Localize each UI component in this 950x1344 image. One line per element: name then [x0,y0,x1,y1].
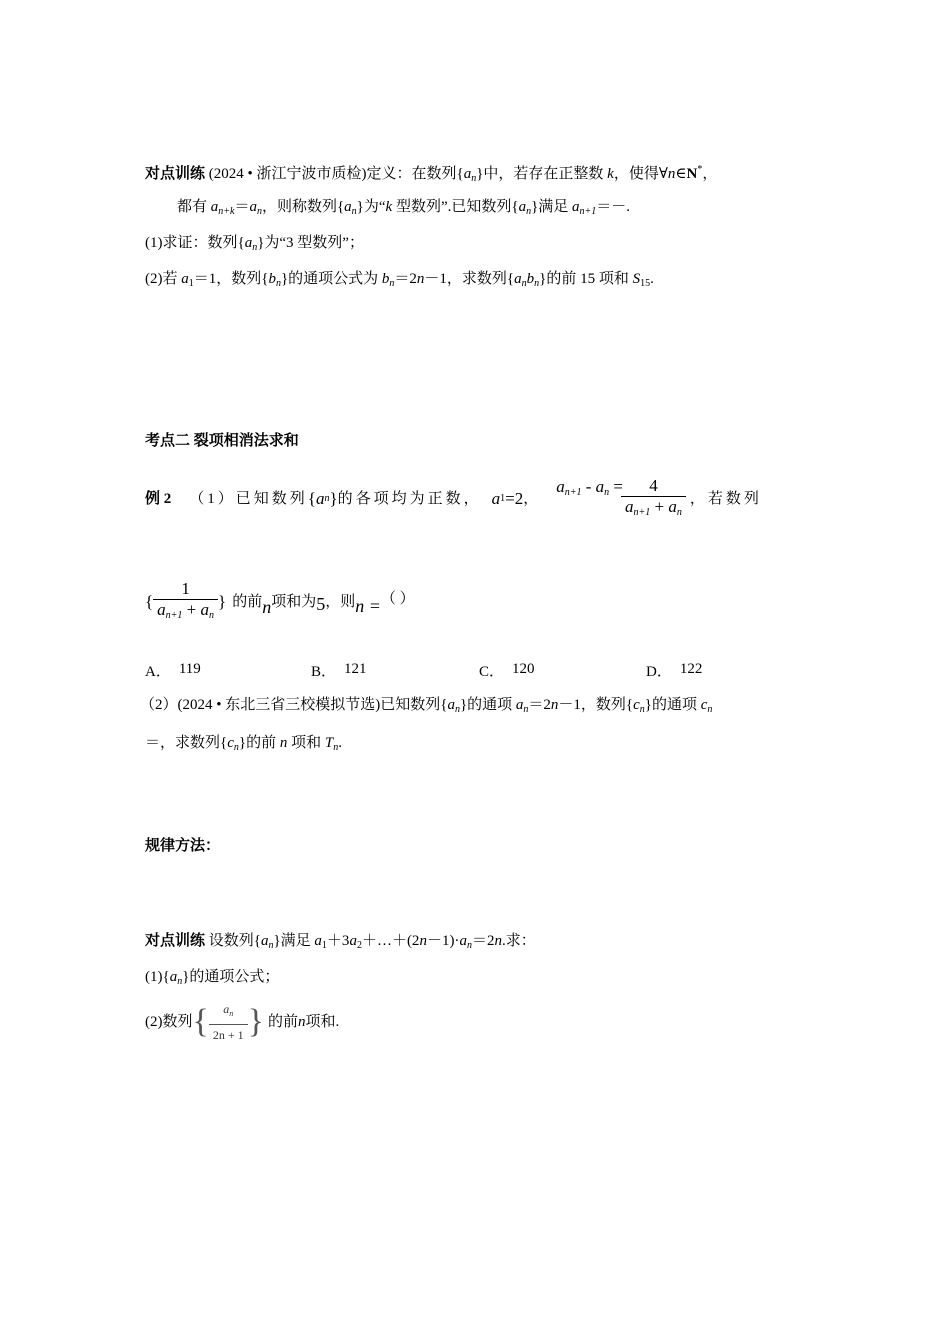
var-a: a [447,697,455,713]
sub-n1: n+1 [579,206,597,217]
var-a: a [459,933,467,949]
option-letter: A． [145,664,171,680]
var-b: b [381,271,390,287]
var-c: c [633,697,640,713]
sup-star: * [697,164,703,175]
exercise-label: 对点训练 [145,166,206,182]
var-S: S [632,271,641,287]
sub-1: 1 [321,940,327,951]
option-letter: D． [646,664,672,680]
brace: } [218,592,227,611]
option-b[interactable] [311,660,367,681]
sub-1: 1 [188,278,194,289]
option-a[interactable] [145,660,201,681]
value-5: 5 [316,594,326,614]
var-a: a [169,969,178,985]
text: ＋…＋(2 [361,933,420,949]
sub-n: n [521,278,527,289]
var-a: a [668,496,677,516]
text: 项和为 [271,594,317,610]
sub-2: 2 [356,940,362,951]
text: + [182,599,201,619]
var-n: n [494,933,502,949]
var-a: a [260,933,269,949]
text: （2）(2024 • 东北三省三校模拟节选)已知数列{ [140,697,448,713]
exercise1-q2 [145,269,654,294]
var-b: b [526,271,535,287]
text: （1）已知数列 [189,491,308,507]
sub-n: n [534,278,540,289]
sub-n: n [471,173,477,184]
numerator [219,999,237,1024]
var-a: a [515,697,524,713]
text: 项和 [287,735,325,751]
text: ＝－. [596,199,631,215]
text: }的通项 [459,697,516,713]
text: = [609,477,624,496]
sub-n: n [209,609,215,621]
example2-q2-line2 [145,733,342,758]
sub-n: n [523,704,529,715]
text: }满足 [273,933,315,949]
var-n: n [416,271,425,287]
text: －1)· [426,933,460,949]
text: . [338,735,342,751]
text: ＝2 [471,933,495,949]
text: (2)若 [145,271,182,287]
text: ＝，求数列{ [145,735,228,751]
text: 都有 [177,199,211,215]
brace: { [192,1003,209,1040]
var-a: a [595,477,605,496]
option-letter: B． [311,664,337,680]
sub-n1: n+1 [165,609,183,621]
var-a: a [249,199,257,215]
equation-n: n = [355,596,381,616]
var-a: a [518,199,527,215]
text: ＋3 [326,933,350,949]
var-a: a [157,599,166,619]
text: －1，数列{ [558,697,634,713]
example2-line1 [145,474,762,524]
var-a: a [344,199,352,215]
option-value: 122 [679,661,703,677]
option-letter: C． [479,664,505,680]
var-k: k [385,199,393,215]
text: - [581,477,596,496]
text: 的各项均为正数， [337,491,482,507]
sub-n: n [466,940,472,951]
var-a: a [349,933,357,949]
exercise3-line1 [145,931,536,956]
text: 的前 [232,594,263,610]
fraction-sum-term [153,579,218,626]
var-T: T [324,735,334,751]
exercise1-line1 [145,160,717,189]
var-a: a [625,496,634,516]
text: (1){ [145,969,170,985]
var-b: b [268,271,276,287]
text: . [650,271,654,287]
sub-n: n [256,206,262,217]
text: ＝2 [394,271,417,287]
var-a: a [223,1002,230,1016]
sub-n: n [275,278,281,289]
exercise1-q1 [145,233,364,258]
option-value: 120 [512,661,535,677]
section-title: 考点二 裂项相消法求和 [145,433,299,449]
set-N: N [686,166,698,182]
sub-n: n [604,487,610,498]
text: }满足 [531,199,573,215]
var-a: a [244,235,253,251]
sub-n: n [333,742,339,753]
text: ＝1，数列{ [193,271,269,287]
var-c: c [227,735,234,751]
text: }的通项公式为 [280,271,382,287]
var-a: a [314,933,322,949]
var-n: n [279,735,288,751]
var-a: a [491,489,501,508]
var-k: k [607,166,614,182]
sub-n: n [454,704,460,715]
sub-15: 15 [640,278,651,289]
numerator: 1 [181,578,190,598]
text: ， [523,491,539,507]
exercise-label: 对点训练 [145,933,206,949]
sub-n: n [233,742,239,753]
denominator [153,599,218,626]
text: =2 [505,489,524,508]
text: ，使得∀ [613,166,668,182]
text: }的前 15 项和 [539,271,633,287]
sub-n: n [252,242,258,253]
option-value: 119 [178,661,201,677]
text: }中，若存在正整数 [476,166,608,182]
fraction-recurrence [621,476,686,523]
sub-n: n [177,976,183,987]
text: }的前 [238,735,280,751]
text: .求： [501,933,536,949]
text: 定义：在数列{ [366,166,464,182]
sub-n: n [639,704,645,715]
var-a: a [556,477,565,496]
text: 的前 [267,1014,298,1030]
text: (1)求证：数列{ [145,235,245,251]
option-d[interactable] [646,660,702,681]
var-a: a [315,489,325,508]
text: }的通项公式； [182,969,280,985]
sub-n1: n+1 [564,487,582,498]
numerator: 4 [649,475,658,495]
text: 型数列”.已知数列{ [392,199,519,215]
text: }为“ [356,199,386,215]
sub-n: n [324,493,330,504]
text: ∈ [675,166,687,182]
brace: { [307,489,316,508]
text: ＝2 [528,697,551,713]
recurrence-lhs [556,477,623,503]
text: ，则 [325,594,356,610]
brace: } [247,1003,264,1040]
text: }为“3 型数列”； [257,235,364,251]
sub-n: n [707,704,713,715]
fraction-term [209,999,248,1045]
sub-n: n [526,206,532,217]
example2-q2-line1 [140,695,712,720]
option-c[interactable] [479,660,535,681]
text: + [650,496,669,516]
text: 设数列{ [205,933,261,949]
var-a: a [514,271,522,287]
brace: } [329,489,338,508]
text: －1，求数列{ [424,271,515,287]
denominator [621,496,686,523]
sub-n: n [268,940,274,951]
var-n: n [550,697,559,713]
sub-n: n [676,506,682,518]
source-note: (2024 • 浙江宁波市质检) [208,166,367,182]
text: 项和. [305,1014,340,1030]
sub-1: 1 [500,493,506,504]
text: ，则称数列{ [261,199,345,215]
var-a: a [572,199,580,215]
var-a: a [200,599,210,619]
method-title: 规律方法： [145,838,221,854]
sub-nk: n+k [218,206,235,217]
example-label: 例 2 [145,491,172,507]
denominator: 2n + 1 [209,1024,248,1045]
text: ＝ [234,199,250,215]
var-n: n [667,166,676,182]
exercise3-q2 [145,998,339,1046]
var-n: n [262,597,272,617]
var-a: a [181,271,189,287]
sub-n: n [389,278,395,289]
sub-n: n [229,1009,234,1018]
sub-n: n [351,206,357,217]
option-value: 121 [344,661,367,677]
sub-n1: n+1 [633,506,651,518]
brace: { [145,592,154,611]
exercise1-line2 [177,197,630,222]
var-n: n [419,933,427,949]
var-n: n [297,1014,306,1030]
var-a: a [210,199,219,215]
exercise3-q1 [145,967,279,992]
example2-line2 [145,576,415,628]
text: ，若数列 [689,491,762,507]
answer-blank: （ ） [380,591,415,607]
var-a: a [463,166,472,182]
text: (2)数列 [145,1014,193,1030]
text: ， [702,166,718,182]
var-c: c [700,697,708,713]
text: }的通项 [644,697,701,713]
